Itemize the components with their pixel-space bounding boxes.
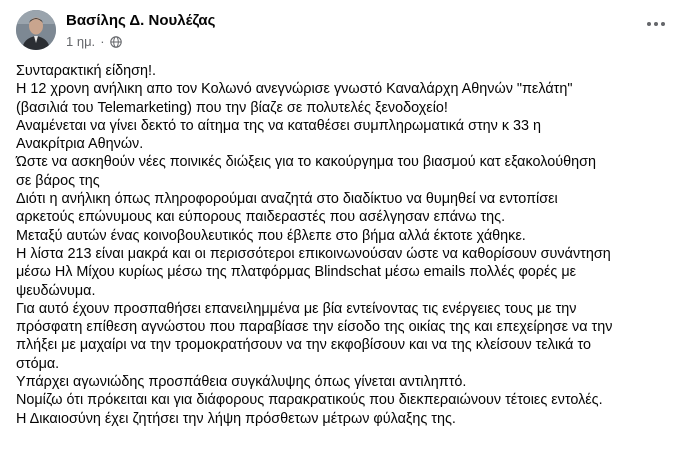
more-options-icon[interactable] xyxy=(638,12,674,36)
post-line: Για αυτό έχουν προσπαθήσει επανειλημμένα με βία εντείνοντας τις ενέργειες τους με την xyxy=(16,300,577,317)
post-line: πλήξει με μαχαίρι να την τρομοκρατήσουν να την εκφοβίσουν και να της κλείσουν τελικά το xyxy=(16,337,591,354)
post-timestamp[interactable]: 1 ημ. xyxy=(66,34,96,49)
post-line: Υπάρχει αγωνιώδης προσπάθεια συγκάλυψης όπως γίνεται αντιληπτό. xyxy=(16,374,467,391)
post-line: μέσω Ηλ Μίχου κυρίως μέσω της πλατφόρμας Blindschat μέσω emails πολλές φορές με xyxy=(16,264,577,281)
post-line: πρόσφατη επίθεση αγνώστου που παραβίασε την είσοδο της οικίας της και επεχείρησε να την xyxy=(16,319,613,336)
globe-icon xyxy=(110,36,122,48)
post-line: Ώστε να ασκηθούν νέες ποινικές διώξεις για το κακούργημα του βιασμού κατ εξακολούθηση xyxy=(16,154,596,171)
post-line: στόμα. xyxy=(16,355,60,372)
post-line: Συνταρακτική είδηση!. xyxy=(16,63,157,79)
author-avatar[interactable] xyxy=(16,10,56,50)
avatar-photo xyxy=(16,10,56,50)
post-line: Η λίστα 213 είναι μακρά και οι περισσότεροι επικοινωνούσαν ώστε να καθορίσουν συνάντηση xyxy=(16,245,611,262)
post-line: Ανακρίτρια Αθηνών. xyxy=(16,136,144,153)
post-line: Νομίζω ότι πρόκειται και για διάφορους παρακρατικούς που διεκπεραιώνουν τέτοιες εντολές. xyxy=(16,392,603,409)
post-line: Διότι η ανήλικη όπως πληροφορούμαι αναζητά στο διαδίκτυο να θυμηθεί να εντοπίσει xyxy=(16,191,558,208)
post-line: Μεταξύ αυτών ένας κοινοβουλευτικός που έβλεπε στο βήμα αλλά έκτοτε χάθηκε. xyxy=(16,227,526,244)
post-line: σε βάρος της xyxy=(16,172,100,189)
post-line: Αναμένεται να γίνει δεκτό το αίτημα της να καταθέσει συμπληρωματικά στην κ 33 η xyxy=(16,117,542,134)
post-line: (βασιλιά του Telemarketing) που την βίαζε σε πολυτελές ξενοδοχείο! xyxy=(16,99,448,116)
post-line: ψευδώνυμα. xyxy=(16,282,96,299)
post-line: αρκετούς επώνυμους και εύπορους παιδεραστές που ασέλγησαν επάνω της. xyxy=(16,209,506,226)
author-name[interactable]: Βασίλης Δ. Νουλέζας xyxy=(66,12,216,29)
post-line: Η 12 χρονη ανήλικη απο τον Κολωνό ανεγνώρισε γνωστό Καναλάρχη Αθηνών "πελάτη" xyxy=(16,81,573,98)
post-line: Η Δικαιοσύνη έχει ζητήσει την λήψη πρόσθετων μέτρων φύλαξης της. xyxy=(16,410,456,427)
meta-separator: · xyxy=(100,34,105,49)
post-body xyxy=(16,62,676,428)
post-meta xyxy=(66,34,122,49)
